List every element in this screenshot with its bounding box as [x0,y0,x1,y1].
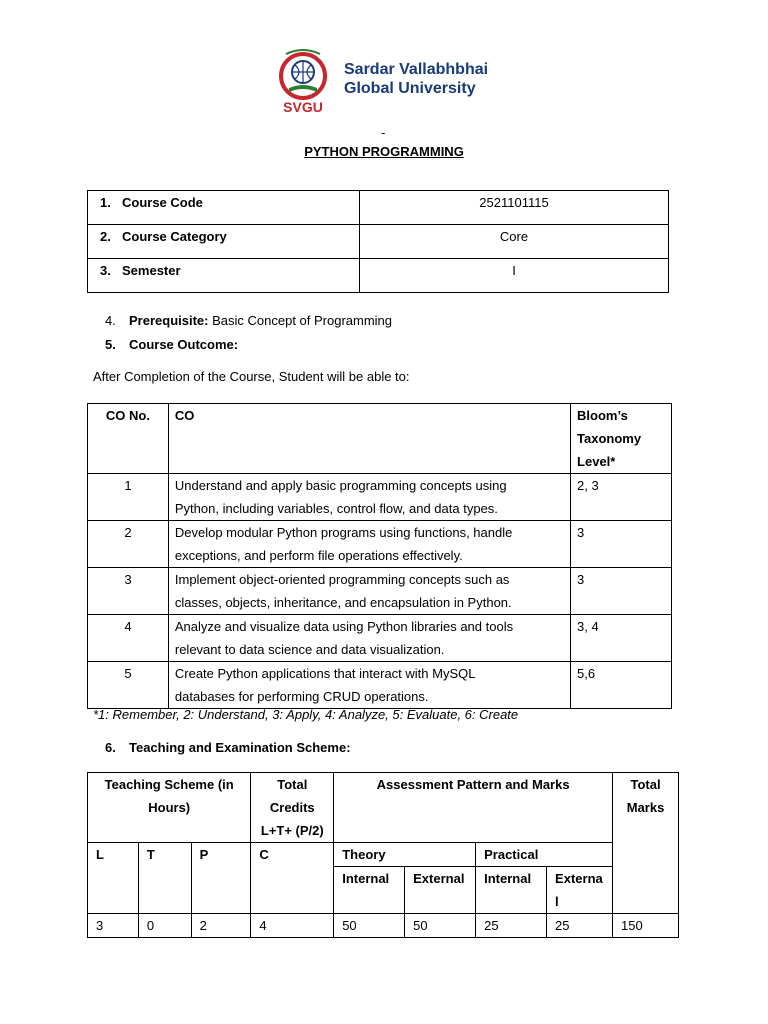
co-level: 3 [571,521,672,568]
co-no-header: CO No. [88,404,169,474]
c-value: 4 [251,914,334,938]
course-category-label: 2. Course Category [88,225,360,259]
total-credits-header: Total Credits L+T+ (P/2) [251,773,334,843]
co-text: Understand and apply basic programming concepts using Python, including variables, control flow, and data types. [168,474,570,521]
semester-label: 3. Semester [88,259,360,293]
co-level: 5,6 [571,662,672,709]
page-title: PYTHON PROGRAMMING [304,144,464,159]
co-no: 3 [88,568,169,615]
semester-value: I [360,259,669,293]
logo-abbr: SVGU [283,99,323,115]
teaching-scheme-header: Teaching Scheme (in Hours) [88,773,251,843]
table-row [88,225,669,259]
table-header-row [88,773,679,843]
table-row [88,474,672,521]
theory-external-value: 50 [405,914,476,938]
t-header: T [138,843,191,914]
co-header: CO [168,404,570,474]
theory-external-header: External [405,867,476,914]
bloom-header: Bloom’s Taxonomy Level* [571,404,672,474]
teaching-scheme-table [87,772,679,938]
table-header-row [88,404,672,474]
theory-internal-header: Internal [334,867,405,914]
p-value: 2 [191,914,251,938]
svgu-emblem-icon [272,48,334,116]
t-value: 0 [138,914,191,938]
l-header: L [88,843,139,914]
prerequisite-line: 4. Prerequisite: Basic Concept of Programming [105,313,393,328]
co-text: Create Python applications that interact with MySQL databases for performing CRUD operations. [168,662,570,709]
practical-external-header: Externa l [547,867,613,914]
course-code-value: 2521101115 [360,191,669,225]
course-outcome-table [87,403,672,709]
table-row [88,914,679,938]
university-name-line1: Sardar Vallabhbhai [344,61,489,78]
university-name [344,60,488,98]
table-row [88,191,669,225]
table-header-row [88,843,679,867]
p-header: P [191,843,251,914]
co-no: 5 [88,662,169,709]
practical-internal-header: Internal [476,867,547,914]
table-row [88,568,672,615]
co-level: 2, 3 [571,474,672,521]
theory-internal-value: 50 [334,914,405,938]
university-name-line2: Global University [344,80,476,97]
table-row [88,662,672,709]
co-text: Implement object-oriented programming concepts such as classes, objects, inheritance, and encapsulation in Python. [168,568,570,615]
c-header: C [251,843,334,914]
table-row [88,521,672,568]
course-outcome-heading: 5. Course Outcome: [105,337,239,352]
scheme-heading: 6. Teaching and Examination Scheme: [105,740,351,755]
theory-header: Theory [334,843,476,867]
practical-header: Practical [476,843,613,867]
course-category-value: Core [360,225,669,259]
bloom-footnote: *1: Remember, 2: Understand, 3: Apply, 4: Analyze, 5: Evaluate, 6: Create [93,707,519,722]
co-no: 1 [88,474,169,521]
dash-marker: - [381,125,386,140]
co-text: Analyze and visualize data using Python libraries and tools relevant to data science and data visualization. [168,615,570,662]
co-level: 3, 4 [571,615,672,662]
co-level: 3 [571,568,672,615]
table-row [88,259,669,293]
practical-external-value: 25 [547,914,613,938]
total-marks-header: Total Marks [613,773,679,914]
outcome-intro: After Completion of the Course, Student will be able to: [93,369,410,384]
l-value: 3 [88,914,139,938]
co-no: 2 [88,521,169,568]
co-no: 4 [88,615,169,662]
course-info-table [87,190,669,293]
co-text: Develop modular Python programs using functions, handle exceptions, and perform file operations effectively. [168,521,570,568]
assessment-header: Assessment Pattern and Marks [334,773,613,843]
university-logo [262,46,508,120]
total-marks-value: 150 [613,914,679,938]
table-row [88,615,672,662]
practical-internal-value: 25 [476,914,547,938]
course-code-label: 1. Course Code [88,191,360,225]
